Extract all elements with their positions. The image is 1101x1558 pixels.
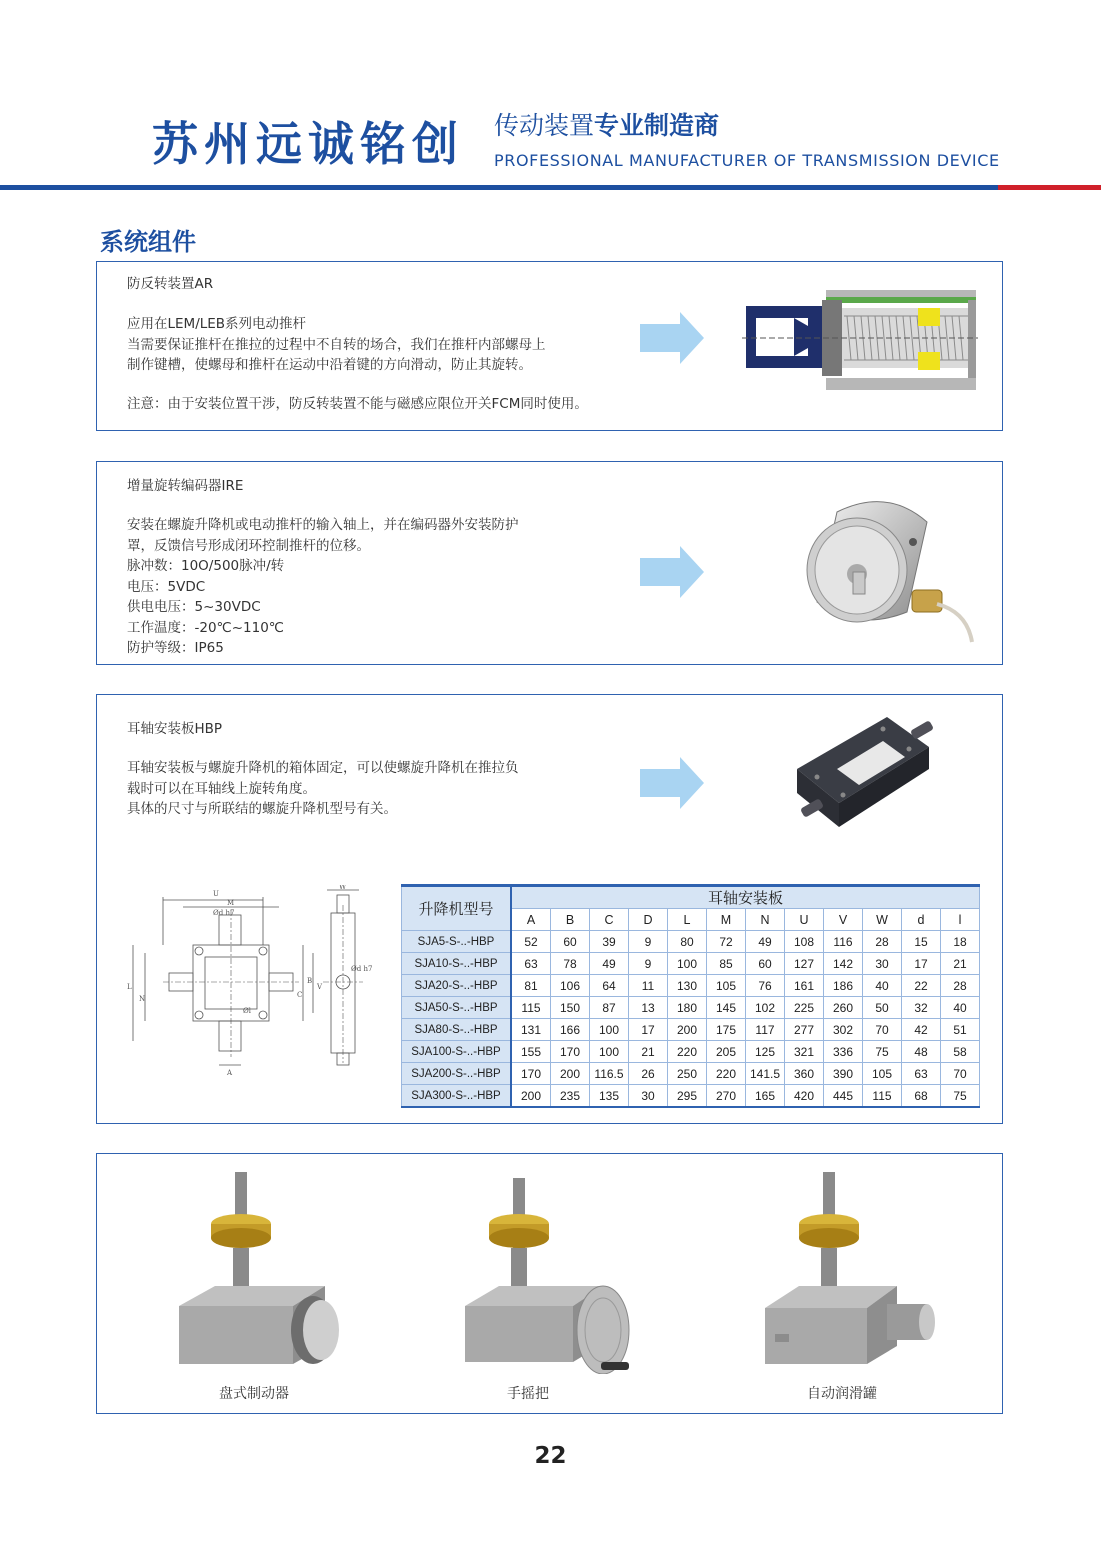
row-model: SJA300-S-..-HBP bbox=[402, 1085, 512, 1108]
row-cell: 142 bbox=[824, 953, 863, 975]
row-cell: 302 bbox=[824, 1019, 863, 1041]
header-rule-red bbox=[998, 185, 1101, 190]
panel-encoder bbox=[96, 461, 1003, 665]
row-cell: 220 bbox=[668, 1041, 707, 1063]
row-model: SJA5-S-..-HBP bbox=[402, 931, 512, 953]
row-cell: 360 bbox=[785, 1063, 824, 1085]
row-cell: 40 bbox=[863, 975, 902, 997]
row-cell: 30 bbox=[863, 953, 902, 975]
dim-label-b: B bbox=[307, 977, 313, 985]
row-cell: 175 bbox=[707, 1019, 746, 1041]
dim-label-m: M bbox=[227, 899, 235, 907]
dim-label-u: U bbox=[213, 890, 219, 898]
column-header-model: 升降机型号 bbox=[402, 886, 512, 931]
row-cell: 100 bbox=[590, 1041, 629, 1063]
row-cell: 58 bbox=[941, 1041, 980, 1063]
row-cell: 22 bbox=[902, 975, 941, 997]
anti-rotation-device-image bbox=[742, 286, 978, 396]
product-caption-handwheel: 手摇把 bbox=[507, 1386, 549, 1402]
row-cell: 165 bbox=[746, 1085, 785, 1108]
row-cell: 26 bbox=[629, 1063, 668, 1085]
row-cell: 390 bbox=[824, 1063, 863, 1085]
row-cell: 235 bbox=[551, 1085, 590, 1108]
table-row bbox=[402, 1085, 980, 1108]
dim-label-phi-l: Øl bbox=[243, 1007, 251, 1015]
dim-label-a: A bbox=[227, 1069, 233, 1077]
row-cell: 68 bbox=[902, 1085, 941, 1108]
dim-label-phi-d-h7-side: Ød h7 bbox=[351, 965, 373, 973]
panel-body: 应用在LEM/LEB系列电动推杆 当需要保证推杆在推拉的过程中不自转的场合，我们在推杆内部螺母上 制作键槽，使螺母和推杆在运动中沿着键的方向滑动，防止其旋转。 bbox=[127, 316, 546, 373]
row-cell: 39 bbox=[590, 931, 629, 953]
dim-label-n: N bbox=[139, 995, 146, 1003]
row-cell: 115 bbox=[863, 1085, 902, 1108]
dim-label-phi-d-h7: Ød h7 bbox=[213, 909, 235, 917]
row-cell: 170 bbox=[511, 1063, 551, 1085]
row-cell: 21 bbox=[941, 953, 980, 975]
row-cell: 250 bbox=[668, 1063, 707, 1085]
row-cell: 102 bbox=[746, 997, 785, 1019]
column-header-group: 耳轴安装板 bbox=[511, 886, 980, 909]
row-cell: 87 bbox=[590, 997, 629, 1019]
row-cell: 141.5 bbox=[746, 1063, 785, 1085]
arrow-right-icon bbox=[640, 757, 704, 809]
row-cell: 76 bbox=[746, 975, 785, 997]
row-cell: 220 bbox=[707, 1063, 746, 1085]
row-cell: 70 bbox=[941, 1063, 980, 1085]
row-model: SJA80-S-..-HBP bbox=[402, 1019, 512, 1041]
row-model: SJA100-S-..-HBP bbox=[402, 1041, 512, 1063]
column-header: L bbox=[668, 909, 707, 931]
row-cell: 420 bbox=[785, 1085, 824, 1108]
row-cell: 200 bbox=[511, 1085, 551, 1108]
row-cell: 108 bbox=[785, 931, 824, 953]
dim-label-v: V bbox=[317, 983, 323, 991]
row-cell: 445 bbox=[824, 1085, 863, 1108]
row-cell: 321 bbox=[785, 1041, 824, 1063]
row-cell: 9 bbox=[629, 931, 668, 953]
row-cell: 11 bbox=[629, 975, 668, 997]
panel-title: 耳轴安装板HBP bbox=[127, 721, 223, 737]
arrow-right-icon bbox=[640, 312, 704, 364]
column-header: M bbox=[707, 909, 746, 931]
row-cell: 60 bbox=[551, 931, 590, 953]
row-cell: 200 bbox=[551, 1063, 590, 1085]
panel-body: 安装在螺旋升降机或电动推杆的输入轴上，并在编码器外安装防护 罩，反馈信号形成闭环控制推杆的位移。 脉冲数：10O/500脉冲/转 电压：5VDC 供电电压：5~30VDC 工作温度：-20℃~110℃ 防护等级：IP65 bbox=[127, 517, 519, 656]
row-cell: 15 bbox=[902, 931, 941, 953]
table-row bbox=[402, 1041, 980, 1063]
row-cell: 131 bbox=[511, 1019, 551, 1041]
row-cell: 9 bbox=[629, 953, 668, 975]
table-row bbox=[402, 931, 980, 953]
header-rule-blue bbox=[0, 185, 998, 190]
row-cell: 150 bbox=[551, 997, 590, 1019]
row-cell: 170 bbox=[551, 1041, 590, 1063]
column-header: A bbox=[511, 909, 551, 931]
trunnion-dimension-table bbox=[401, 884, 980, 1108]
row-cell: 186 bbox=[824, 975, 863, 997]
row-cell: 166 bbox=[551, 1019, 590, 1041]
row-cell: 116 bbox=[824, 931, 863, 953]
panel-title: 防反转装置AR bbox=[127, 276, 214, 292]
row-cell: 40 bbox=[941, 997, 980, 1019]
tagline-english: PROFESSIONAL MANUFACTURER OF TRANSMISSION DEVICE bbox=[494, 151, 1000, 170]
row-cell: 161 bbox=[785, 975, 824, 997]
row-cell: 72 bbox=[707, 931, 746, 953]
row-cell: 32 bbox=[902, 997, 941, 1019]
disc-brake-image bbox=[175, 1168, 345, 1368]
row-cell: 270 bbox=[707, 1085, 746, 1108]
row-cell: 51 bbox=[941, 1019, 980, 1041]
row-cell: 100 bbox=[590, 1019, 629, 1041]
column-header: N bbox=[746, 909, 785, 931]
row-cell: 127 bbox=[785, 953, 824, 975]
panel-body: 耳轴安装板与螺旋升降机的箱体固定，可以使螺旋升降机在推拉负 载时可以在耳轴线上旋转角度。 具体的尺寸与所联结的螺旋升降机型号有关。 bbox=[127, 760, 519, 817]
row-cell: 105 bbox=[707, 975, 746, 997]
trunnion-dimension-drawing bbox=[123, 885, 393, 1085]
row-cell: 81 bbox=[511, 975, 551, 997]
column-header: V bbox=[824, 909, 863, 931]
table-row bbox=[402, 953, 980, 975]
table-row bbox=[402, 1019, 980, 1041]
tagline-bold: 专业制造商 bbox=[594, 111, 720, 140]
row-model: SJA20-S-..-HBP bbox=[402, 975, 512, 997]
row-cell: 295 bbox=[668, 1085, 707, 1108]
row-cell: 205 bbox=[707, 1041, 746, 1063]
tagline bbox=[494, 106, 719, 142]
row-cell: 145 bbox=[707, 997, 746, 1019]
row-cell: 200 bbox=[668, 1019, 707, 1041]
row-cell: 277 bbox=[785, 1019, 824, 1041]
row-cell: 52 bbox=[511, 931, 551, 953]
trunnion-plate-image bbox=[787, 707, 947, 842]
panel-title: 增量旋转编码器IRE bbox=[127, 478, 244, 494]
row-cell: 21 bbox=[629, 1041, 668, 1063]
row-cell: 17 bbox=[902, 953, 941, 975]
row-cell: 155 bbox=[511, 1041, 551, 1063]
column-header: B bbox=[551, 909, 590, 931]
row-cell: 64 bbox=[590, 975, 629, 997]
row-cell: 49 bbox=[746, 931, 785, 953]
row-cell: 78 bbox=[551, 953, 590, 975]
table-row bbox=[402, 975, 980, 997]
row-model: SJA50-S-..-HBP bbox=[402, 997, 512, 1019]
brand-name: 苏州远诚铭创 bbox=[152, 117, 464, 171]
row-cell: 17 bbox=[629, 1019, 668, 1041]
row-cell: 180 bbox=[668, 997, 707, 1019]
product-caption-disc-brake: 盘式制动器 bbox=[219, 1386, 289, 1402]
row-cell: 30 bbox=[629, 1085, 668, 1108]
row-cell: 13 bbox=[629, 997, 668, 1019]
row-cell: 260 bbox=[824, 997, 863, 1019]
product-caption-auto-lubricator: 自动润滑罐 bbox=[807, 1386, 877, 1402]
row-cell: 106 bbox=[551, 975, 590, 997]
table-row bbox=[402, 997, 980, 1019]
arrow-right-icon bbox=[640, 546, 704, 598]
table-row bbox=[402, 1063, 980, 1085]
row-cell: 105 bbox=[863, 1063, 902, 1085]
row-cell: 117 bbox=[746, 1019, 785, 1041]
row-cell: 80 bbox=[668, 931, 707, 953]
row-cell: 125 bbox=[746, 1041, 785, 1063]
row-cell: 75 bbox=[941, 1085, 980, 1108]
row-cell: 63 bbox=[902, 1063, 941, 1085]
dim-label-l: L bbox=[127, 983, 132, 991]
tagline-normal: 传动装置 bbox=[494, 111, 595, 140]
row-cell: 130 bbox=[668, 975, 707, 997]
row-cell: 28 bbox=[941, 975, 980, 997]
row-cell: 135 bbox=[590, 1085, 629, 1108]
dim-label-c: C bbox=[297, 991, 303, 999]
row-cell: 60 bbox=[746, 953, 785, 975]
row-model: SJA200-S-..-HBP bbox=[402, 1063, 512, 1085]
panel-anti-rotation bbox=[96, 261, 1003, 431]
column-header: C bbox=[590, 909, 629, 931]
row-cell: 28 bbox=[863, 931, 902, 953]
row-cell: 116.5 bbox=[590, 1063, 629, 1085]
column-header: D bbox=[629, 909, 668, 931]
row-cell: 70 bbox=[863, 1019, 902, 1041]
column-header: W bbox=[863, 909, 902, 931]
row-model: SJA10-S-..-HBP bbox=[402, 953, 512, 975]
row-cell: 18 bbox=[941, 931, 980, 953]
row-cell: 115 bbox=[511, 997, 551, 1019]
column-header: l bbox=[941, 909, 980, 931]
page-number: 22 bbox=[534, 1443, 567, 1469]
row-cell: 225 bbox=[785, 997, 824, 1019]
panel-accessories bbox=[96, 1153, 1003, 1414]
auto-lubricator-image bbox=[757, 1168, 947, 1368]
row-cell: 63 bbox=[511, 953, 551, 975]
row-cell: 336 bbox=[824, 1041, 863, 1063]
column-header: U bbox=[785, 909, 824, 931]
row-cell: 49 bbox=[590, 953, 629, 975]
row-cell: 50 bbox=[863, 997, 902, 1019]
row-cell: 100 bbox=[668, 953, 707, 975]
row-cell: 75 bbox=[863, 1041, 902, 1063]
row-cell: 42 bbox=[902, 1019, 941, 1041]
encoder-image bbox=[797, 492, 977, 652]
row-cell: 48 bbox=[902, 1041, 941, 1063]
dim-label-w: W bbox=[339, 885, 347, 891]
section-title: 系统组件 bbox=[100, 228, 196, 256]
row-cell: 85 bbox=[707, 953, 746, 975]
handwheel-image bbox=[463, 1174, 643, 1374]
column-header: d bbox=[902, 909, 941, 931]
panel-note: 注意：由于安装位置干涉，防反转装置不能与磁感应限位开关FCM同时使用。 bbox=[127, 396, 588, 412]
